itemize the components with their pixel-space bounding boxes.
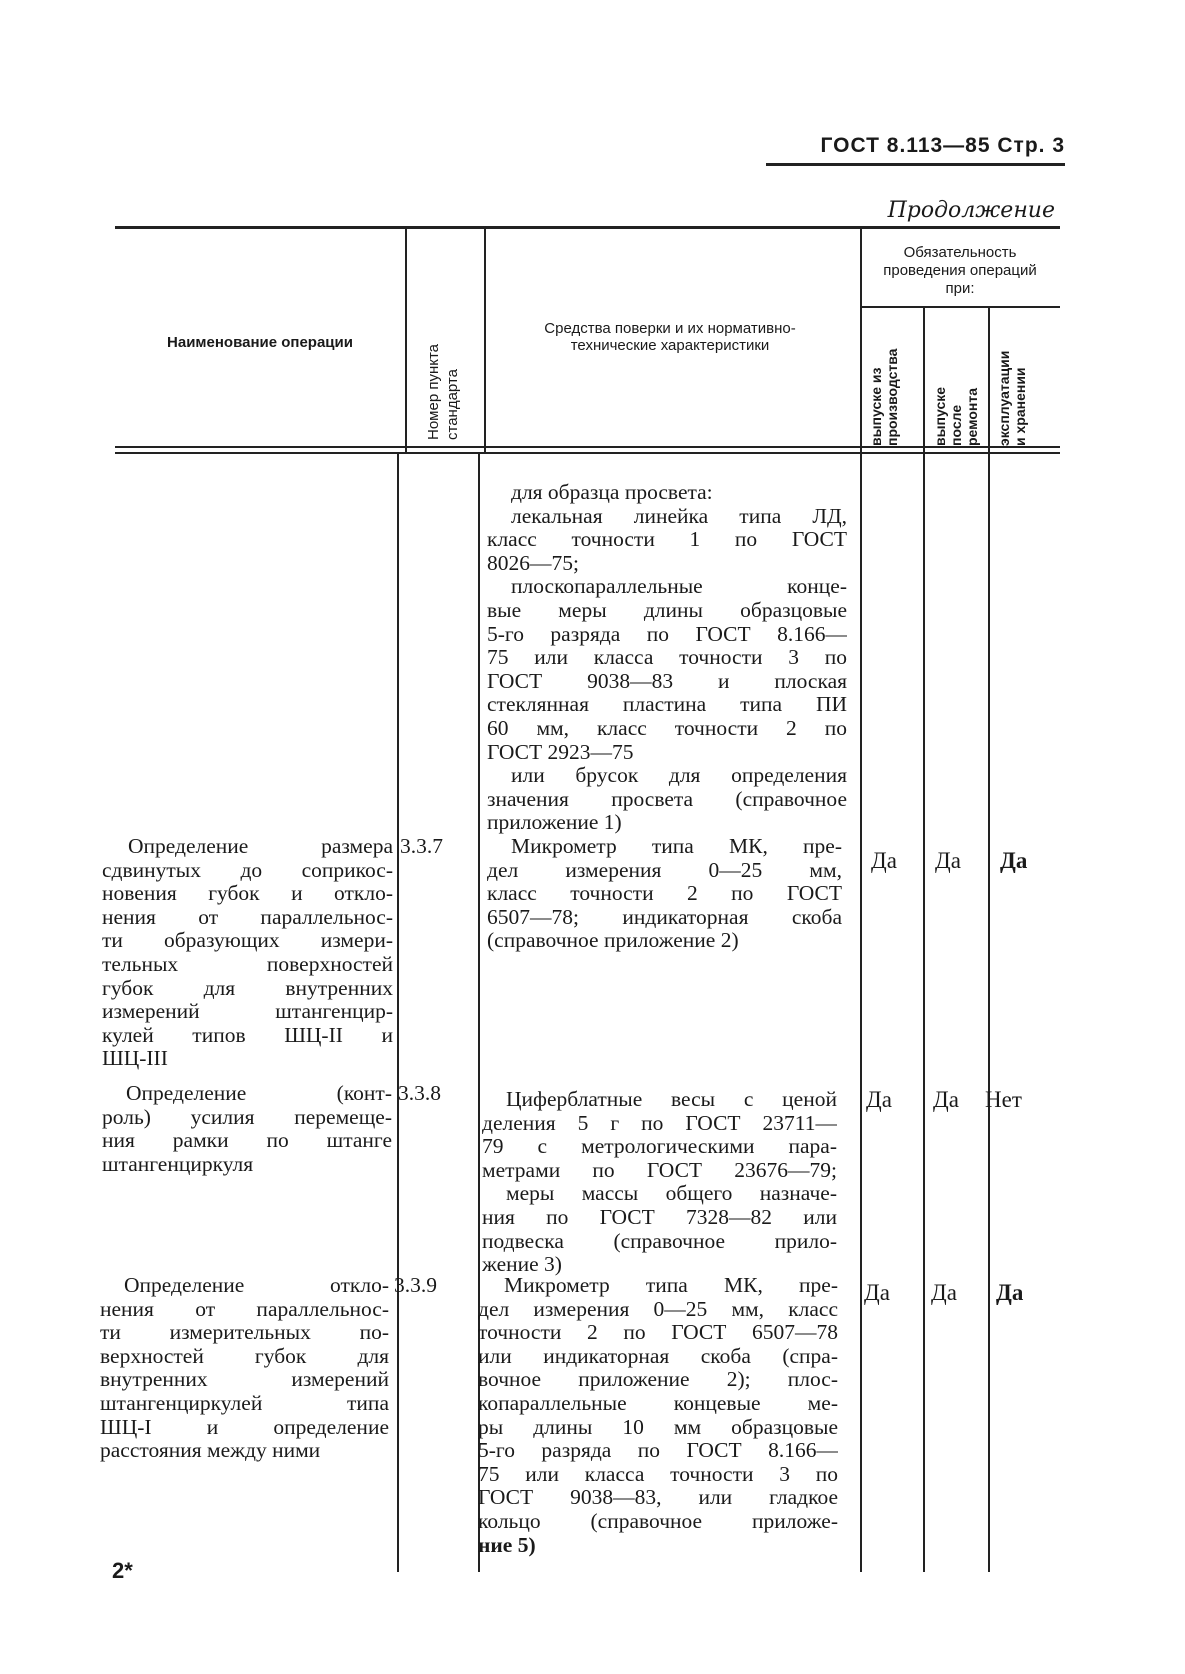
means-line: плоскопараллельные конце- [511, 575, 847, 599]
means-line: ры длины 10 мм образцовые [478, 1415, 838, 1439]
means-line: Микрометр типа МК, пре- [511, 835, 842, 858]
means-line: 75 или класса точности 3 по [478, 1462, 838, 1486]
means-line: 75 или класса точности 3 по [487, 646, 847, 670]
clause-header-text: Номер пункта стандарта [425, 343, 461, 440]
means-line: точности 2 по ГОСТ 6507—78 [478, 1321, 838, 1345]
operation-line: роль) усилия перемеще- [102, 1105, 392, 1129]
col-header-operation: Наименование операции [167, 334, 353, 351]
means-line: подвеска (справочное прило- [482, 1229, 837, 1253]
sheet-signature: 2* [112, 1558, 133, 1583]
col-header-means: Средства поверки и их нормативно-технические характеристики [544, 320, 796, 354]
operation-line: ния рамки по штанге [102, 1129, 392, 1153]
means-line: Циферблатные весы с ценой [506, 1088, 837, 1111]
operation-line: Определение (конт- [126, 1082, 392, 1105]
operation-line: тельных поверхностей [102, 952, 393, 976]
means-line: вочное приложение 2); плос- [478, 1368, 838, 1392]
operation-line: расстояния между ними [100, 1439, 321, 1463]
operation-line: нения от параллельнос- [102, 905, 393, 929]
operation-line: внутренних измерений [100, 1368, 389, 1392]
col-header-clause [424, 240, 462, 440]
row-4-operation [100, 1274, 389, 1463]
means-line: класс точности 1 по ГОСТ [487, 528, 847, 552]
table-top-rule [115, 226, 1060, 229]
operation-line: ти измерительных по- [100, 1321, 389, 1345]
means-line: меры массы общего назначе- [506, 1182, 837, 1206]
means-line: копараллельные концевые ме- [478, 1391, 838, 1415]
operation-line: измерений штангенцир- [102, 1000, 393, 1024]
operation-line: ти образующих измери- [102, 929, 393, 953]
continuation-label: Продолжение [887, 198, 1055, 223]
means-line: ГОСТ 9038—83 и плоская [487, 669, 847, 693]
header-bottom-rule-2 [115, 452, 1060, 454]
sub-header-release-production-text: выпуске из производства [868, 348, 900, 446]
means-line: для образца просвета: [511, 481, 713, 504]
page-header: ГОСТ 8.113—85 Стр. 3 [820, 134, 1065, 157]
operation-line: Определение откло- [124, 1274, 389, 1297]
row-3-mark-operation: Нет [985, 1087, 1022, 1112]
means-line: жение 3) [482, 1253, 562, 1277]
means-line: ГОСТ 2923—75 [487, 740, 634, 764]
row-2-means [487, 835, 842, 953]
sub-header-release-repair [932, 351, 980, 446]
col-divider-5 [988, 306, 990, 1572]
row-2-mark-operation: Да [1000, 848, 1028, 873]
means-line: кольцо (справочное приложе- [478, 1509, 838, 1533]
obligation-sub-rule [860, 306, 1060, 308]
row-4-means [478, 1274, 838, 1557]
row-4-mark-repair: Да [931, 1280, 957, 1305]
operation-line: Определение размера [128, 835, 393, 858]
means-line: (справочное приложение 2) [487, 929, 739, 953]
row-2-operation [102, 835, 393, 1071]
sub-header-release-repair-text: выпуске после ремонта [932, 386, 980, 446]
col-divider-1-body [397, 454, 399, 1572]
means-line: 60 мм, класс точности 2 по [487, 716, 847, 740]
row-2-clause: 3.3.7 [400, 834, 443, 858]
operation-line: новения губок и откло- [102, 882, 393, 906]
col-divider-1 [405, 229, 407, 452]
means-line: 8026—75; [487, 551, 579, 575]
col-divider-2 [484, 229, 486, 452]
means-line: или индикаторная скоба (спра- [478, 1344, 838, 1368]
row-3-means [482, 1088, 837, 1277]
means-line: 6507—78; индикаторная скоба [487, 905, 842, 929]
row-4-mark-production: Да [864, 1280, 890, 1305]
operation-line: ШЦ-III [102, 1047, 168, 1071]
operation-line: штангенциркулей типа [100, 1391, 389, 1415]
operation-line: верхностей губок для [100, 1344, 389, 1368]
operation-line: сдвинутых до соприкос- [102, 858, 393, 882]
means-line: ние 5) [478, 1533, 536, 1557]
means-line: стеклянная пластина типа ПИ [487, 693, 847, 717]
operation-line: кулей типов ШЦ-II и [102, 1023, 393, 1047]
means-line: 5-го разряда по ГОСТ 8.166— [478, 1439, 838, 1463]
means-line: деления 5 г по ГОСТ 23711— [482, 1111, 837, 1135]
row-3-mark-repair: Да [933, 1087, 959, 1112]
header-rule [766, 163, 1065, 166]
means-line: вые меры длины образцовые [487, 598, 847, 622]
row-2-mark-repair: Да [935, 848, 961, 873]
header-bottom-rule [115, 446, 1060, 448]
row-2-mark-production: Да [871, 848, 897, 873]
operation-line: нения от параллельнос- [100, 1297, 389, 1321]
row-1-means [487, 481, 847, 835]
means-line: дел измерения 0—25 мм, [487, 858, 842, 882]
means-line: 79 с метрологическими пара- [482, 1135, 837, 1159]
operation-line: ШЦ-I и определение [100, 1415, 389, 1439]
means-line: класс точности 2 по ГОСТ [487, 882, 842, 906]
row-3-clause: 3.3.8 [398, 1081, 441, 1105]
col-header-obligation: Обязательность проведения операций при: [883, 244, 1037, 297]
sub-header-operation-storage-text: эксплуатации и хранении [996, 350, 1028, 446]
row-3-mark-production: Да [866, 1087, 892, 1112]
row-3-operation [102, 1082, 392, 1176]
means-line: метрами по ГОСТ 23676—79; [482, 1158, 837, 1182]
means-line: Микрометр типа МК, пре- [504, 1274, 838, 1297]
means-line: или брусок для определения [511, 764, 847, 788]
col-divider-3 [860, 229, 862, 1572]
means-line: ния по ГОСТ 7328—82 или [482, 1205, 837, 1229]
operation-line: губок для внутренних [102, 976, 393, 1000]
means-line: ГОСТ 9038—83, или гладкое [478, 1486, 838, 1510]
sub-header-release-production [868, 348, 900, 446]
col-divider-4 [923, 306, 925, 1572]
means-line: приложение 1) [487, 811, 622, 835]
row-4-mark-operation: Да [996, 1280, 1024, 1305]
means-line: значения просвета (справочное [487, 787, 847, 811]
row-4-clause: 3.3.9 [394, 1273, 437, 1297]
operation-line: штангенциркуля [102, 1152, 254, 1176]
means-line: 5-го разряда по ГОСТ 8.166— [487, 622, 847, 646]
sub-header-operation-storage [996, 351, 1028, 446]
means-line: дел измерения 0—25 мм, класс [478, 1297, 838, 1321]
means-line: лекальная линейка типа ЛД, [511, 504, 847, 528]
